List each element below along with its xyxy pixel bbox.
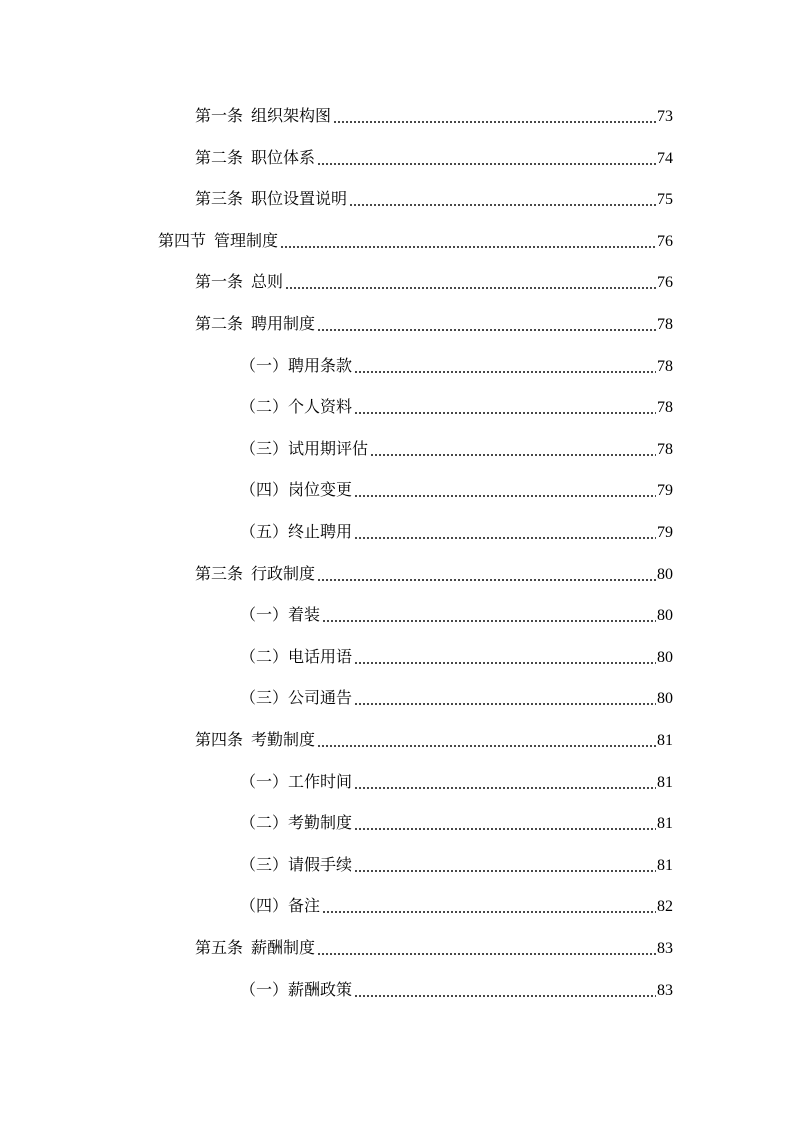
toc-entry-title: （四）岗位变更 [240,482,353,500]
toc-entry[interactable] [240,647,673,669]
dot-leader [354,700,656,706]
dot-leader [317,950,656,956]
toc-entry-title: 第一条 组织架构图 [195,108,332,125]
toc-entry-title: （二）考勤制度 [240,815,353,833]
toc-entry-page-number: 76 [657,274,673,292]
toc-entry-title: 第四条 考勤制度 [195,732,316,749]
toc-entry-title: （三）试用期评估 [240,440,369,458]
toc-entry-page-number: 78 [657,357,673,375]
toc-entry[interactable] [195,730,673,752]
toc-entry[interactable] [240,980,673,1002]
toc-entry-title: 第二条 聘用制度 [195,316,316,333]
toc-entry-page-number: 74 [657,149,673,167]
toc-entry[interactable] [158,231,673,253]
dot-leader [354,867,656,873]
toc-entry-page-number: 79 [657,524,673,541]
dot-leader [317,160,656,166]
toc-entry-page-number: 78 [657,440,673,458]
toc-entry-page-number: 82 [657,898,673,916]
toc-entry-page-number: 81 [657,732,673,749]
toc-entry-title: （一）聘用条款 [240,357,353,375]
toc-entry[interactable] [240,397,673,419]
toc-entry-page-number: 83 [657,940,673,957]
dot-leader [317,326,656,332]
toc-entry-title: 第一条 总则 [195,274,284,292]
toc-entry-title: （四）备注 [240,898,321,916]
toc-entry-title: （二）电话用语 [240,648,353,666]
dot-leader [354,784,656,790]
dot-leader [354,992,656,998]
toc-entry-title: （三）请假手续 [240,856,353,874]
toc-entry-page-number: 78 [657,316,673,333]
toc-entry-title: （一）着装 [240,607,321,625]
toc-entry-title: （一）薪酬政策 [240,981,353,999]
toc-entry-title: 第五条 薪酬制度 [195,940,316,957]
toc-entry-page-number: 78 [657,399,673,417]
toc-entry-page-number: 80 [657,565,673,583]
toc-entry[interactable] [195,314,673,336]
dot-leader [285,284,656,290]
toc-entry[interactable] [240,605,673,627]
toc-entry-title: 第四节 管理制度 [158,232,279,250]
toc-entry[interactable] [195,148,673,170]
toc-entry[interactable] [195,189,673,211]
toc-entry-page-number: 75 [657,191,673,209]
toc-entry[interactable] [240,356,673,378]
toc-entry-title: （三）公司通告 [240,690,353,708]
dot-leader [354,409,656,415]
toc-entry-page-number: 73 [657,108,673,125]
toc-entry-title: （五）终止聘用 [240,524,353,541]
toc-entry-page-number: 81 [657,815,673,833]
toc-entry-page-number: 80 [657,690,673,708]
dot-leader [333,118,656,124]
toc-entry[interactable] [240,813,673,835]
toc-entry-page-number: 76 [657,232,673,250]
toc-entry[interactable] [195,106,673,128]
toc-entry-page-number: 80 [657,648,673,666]
toc-entry-title: 第二条 职位体系 [195,149,316,167]
dot-leader [317,742,656,748]
dot-leader [280,243,656,249]
toc-entry-page-number: 83 [657,981,673,999]
toc-entry-title: （一）工作时间 [240,773,353,791]
dot-leader [317,576,656,582]
dot-leader [322,617,656,623]
toc-entry-title: 第三条 职位设置说明 [195,191,348,209]
dot-leader [349,201,656,207]
toc-entry[interactable] [240,772,673,794]
toc-entry[interactable] [195,564,673,586]
toc-entry[interactable] [240,522,673,544]
dot-leader [370,451,656,457]
toc-entry-page-number: 81 [657,856,673,874]
toc-entry[interactable] [240,688,673,710]
toc-entry[interactable] [240,480,673,502]
toc-entry-page-number: 79 [657,482,673,500]
dot-leader [354,534,656,540]
toc-entry[interactable] [240,439,673,461]
dot-leader [354,368,656,374]
toc-entry[interactable] [195,938,673,960]
toc-entry-title: （二）个人资料 [240,399,353,417]
dot-leader [322,908,656,914]
dot-leader [354,825,656,831]
toc-entry-page-number: 81 [657,773,673,791]
toc-entry[interactable] [195,272,673,294]
toc-entry-page-number: 80 [657,607,673,625]
toc-entry[interactable] [240,855,673,877]
toc-entry-title: 第三条 行政制度 [195,565,316,583]
dot-leader [354,659,656,665]
dot-leader [354,492,656,498]
toc-entry[interactable] [240,896,673,918]
